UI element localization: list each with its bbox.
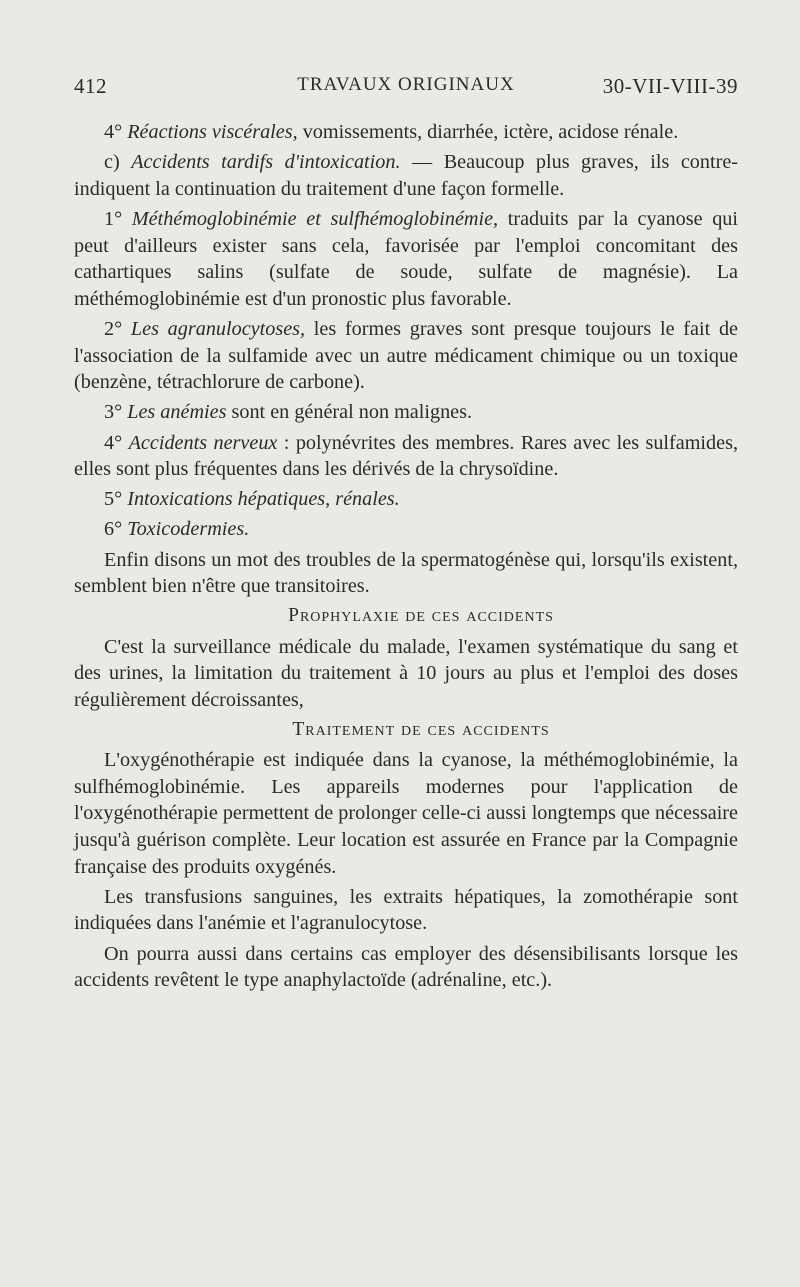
item-number: c) (104, 151, 132, 174)
item-text: vomissements, diarrhée, ictère, acidose rénale. (297, 121, 679, 143)
paragraph-visceral-reactions (74, 119, 738, 146)
item-title: Réactions viscérales, (127, 121, 298, 143)
paragraph-agranulocytoses (74, 316, 738, 396)
item-number: 3° (104, 401, 128, 424)
body-text (74, 119, 738, 997)
paragraph-surveillance: C'est la surveillance médicale du malade, l'examen systématique du sang et des urines, la limitation du traitement à 10 jours au plus et l'emploi des doses régulièrement décroissantes, (74, 635, 738, 711)
item-number: 4° (104, 121, 128, 143)
item-text: traduits par la cyanose qui peut d'ailleurs exister sans cela, favorisée par l'emploi concomitant des cathartiques salins (sulfate de soude, sulfate de magnésie). La méthémoglobinémie est d'un pronostic plus favorable. (74, 207, 738, 310)
journal-title: TRAVAUX ORIGINAUX (297, 74, 515, 95)
paragraph-oxygen-therapy: L'oxygénothérapie est indiquée dans la cyanose, la méthémoglobinémie, la sulfhémoglobinémie. Les appareils modernes pour l'application de l'oxygénothérapie permettent de prolonger celle-ci aussi longtemps que nécessaire jusqu'à guérison complète. Leur location est assurée en France par la Compagnie française des produits oxygénés. (74, 749, 738, 878)
issue-date: 30-VII-VIII-39 (602, 74, 738, 98)
running-head (74, 74, 738, 104)
item-text: sont en général non malignes. (226, 401, 473, 424)
item-number: 4° (104, 431, 129, 454)
item-number: 2° (104, 317, 131, 340)
item-number: 5° (104, 488, 128, 511)
item-title: Les anémies (127, 401, 227, 424)
item-title: Méthémoglobinémie et sulfhémoglobinémie, (131, 207, 499, 230)
page-number: 412 (74, 74, 107, 98)
section-heading-prophylaxis: Prophylaxie de ces accidents (288, 605, 554, 627)
paragraph-desensitizers: On pourra aussi dans certains cas employer des désensibilisants lorsque les accidents revêtent le type anaphylactoïde (adrénaline, etc.). (74, 942, 738, 992)
paragraph-nervous-accidents (74, 430, 738, 483)
paragraph-methemoglobinemia (74, 206, 738, 312)
section-heading-treatment: Traitement de ces accidents (292, 719, 550, 740)
item-text: : polynévrites des membres. Rares avec les sulfamides, elles sont plus fréquentes dans les dérivés de la chrysoïdine. (74, 431, 738, 481)
item-title: Accidents nerveux (128, 431, 278, 454)
item-number: 1° (104, 207, 132, 230)
paragraph-late-accidents (74, 149, 738, 202)
item-title: Intoxications hépatiques, rénales. (127, 488, 400, 511)
item-text: les formes graves sont presque toujours le fait de l'association de la sulfamide avec un autre médicament chimique ou un toxique (benzène, tétrachlorure de carbone). (74, 317, 738, 394)
paragraph-hepatic-intoxications (74, 486, 738, 513)
item-number: 6° (104, 518, 128, 541)
item-title: Les agranulocytoses, (130, 317, 306, 340)
paragraph-toxicodermies (74, 516, 738, 543)
paragraph-spermatogenesis: Enfin disons un mot des troubles de la spermatogénèse qui, lorsqu'ils existent, semblent bien n'être que transitoires. (74, 548, 738, 598)
paragraph-transfusions: Les transfusions sanguines, les extraits hépatiques, la zomothérapie sont indiquées dans l'anémie et l'agranulocytose. (74, 885, 738, 935)
item-title: Accidents tardifs d'intoxication. (131, 151, 401, 174)
item-text: — Beaucoup plus graves, ils contre-indiquent la continuation du traitement d'une façon formelle. (74, 151, 739, 200)
paragraph-anemias (74, 399, 738, 426)
item-title: Toxicodermies. (127, 518, 250, 541)
